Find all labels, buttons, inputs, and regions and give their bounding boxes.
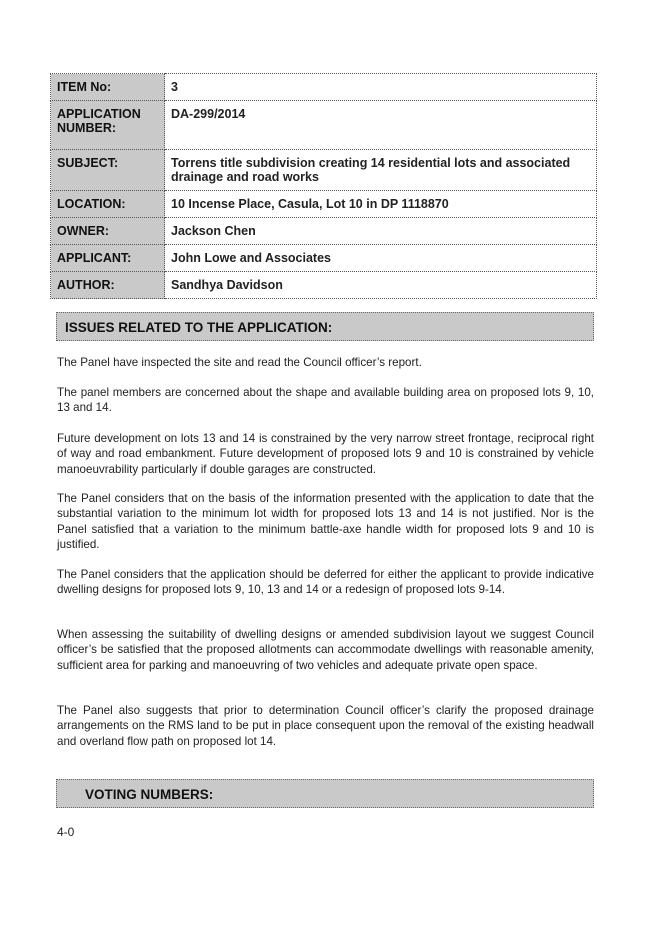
voting-result: 4-0 [57, 825, 75, 839]
subject-value: Torrens title subdivision creating 14 residential lots and associated drainage and road works [165, 150, 597, 191]
author-value: Sandhya Davidson [165, 272, 597, 299]
issues-paragraph-6: When assessing the suitability of dwelling designs or amended subdivision layout we suggest Council officer’s be satisfied that the proposed allotments can accommodate dwellings with reasonable amenity, sufficient area for parking and manoeuvring of two vehicles and adequate private open space. [57, 628, 594, 672]
subject-label: SUBJECT: [51, 150, 165, 191]
location-label: LOCATION: [51, 191, 165, 218]
issues-paragraph-1: The Panel have inspected the site and read the Council officer’s report. [57, 356, 422, 369]
application-number-label: APPLICATION NUMBER: [51, 101, 165, 150]
issues-paragraph-2: The panel members are concerned about the shape and available building area on proposed lots 9, 10, 13 and 14. [57, 386, 594, 415]
author-label: AUTHOR: [51, 272, 165, 299]
table-row-author [51, 272, 597, 299]
table-row-location [51, 191, 597, 218]
issues-heading: ISSUES RELATED TO THE APPLICATION: [56, 312, 594, 341]
table-row-application-number [51, 101, 597, 150]
issues-paragraph-5: The Panel considers that the application should be deferred for either the applicant to provide indicative dwelling designs for proposed lots 9, 10, 13 and 14 or a redesign of proposed lots 9-14. [57, 568, 594, 597]
location-value: 10 Incense Place, Casula, Lot 10 in DP 1118870 [165, 191, 597, 218]
issues-paragraph-7: The Panel also suggests that prior to determination Council officer’s clarify the proposed drainage arrangements on the RMS land to be put in place consequent upon the removal of the existing headwall and overland flow path on proposed lot 14. [57, 704, 594, 748]
applicant-label: APPLICANT: [51, 245, 165, 272]
applicant-value: John Lowe and Associates [165, 245, 597, 272]
item-no-value: 3 [165, 74, 597, 101]
owner-label: OWNER: [51, 218, 165, 245]
table-row-owner [51, 218, 597, 245]
voting-heading: VOTING NUMBERS: [56, 779, 594, 808]
issues-paragraph-3: Future development on lots 13 and 14 is constrained by the very narrow street frontage, reciprocal right of way and road embankment. Future development of proposed lots 9 and 10 is constrained by vehicle manoeuvrability particularly if double garages are constructed. [57, 432, 594, 476]
table-row-item-no [51, 74, 597, 101]
table-row-subject [51, 150, 597, 191]
owner-value: Jackson Chen [165, 218, 597, 245]
application-number-value: DA-299/2014 [165, 101, 597, 150]
table-row-applicant [51, 245, 597, 272]
item-no-label: ITEM No: [51, 74, 165, 101]
issues-paragraph-4: The Panel considers that on the basis of the information presented with the application to date that the substantial variation to the minimum lot width for proposed lots 13 and 14 is not justified. Nor is the Panel satisfied that a variation to the minimum battle-axe handle width for proposed lots 9 and 10 is justified. [57, 492, 594, 551]
application-details-table [50, 73, 597, 299]
